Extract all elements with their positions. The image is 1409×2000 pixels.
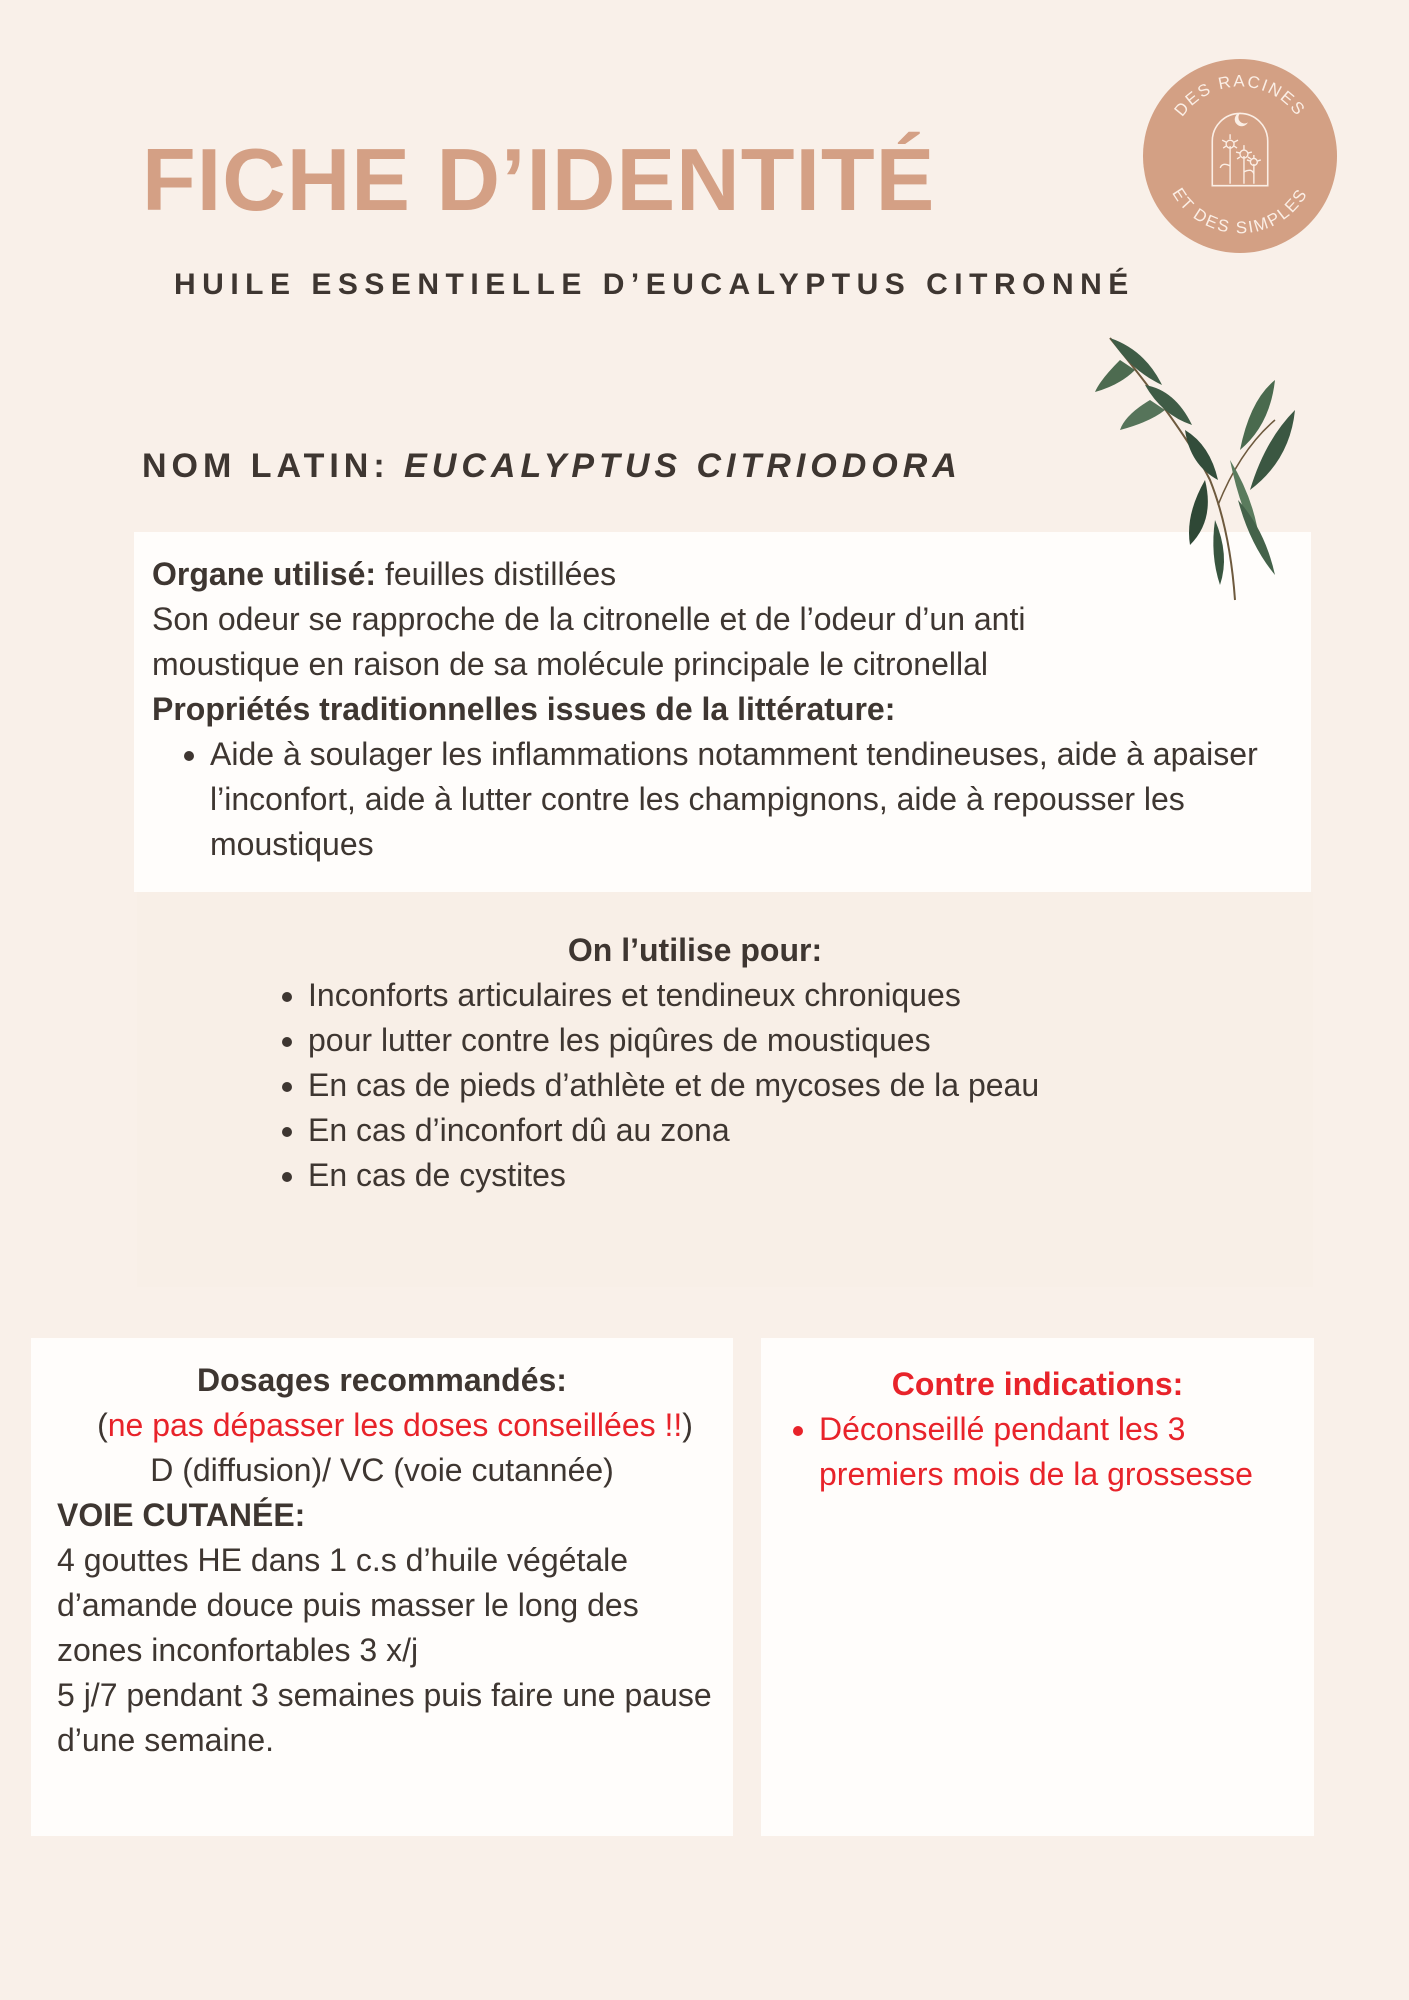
list-item: • pour lutter contre les piqûres de moustiques (308, 1018, 1313, 1063)
dosage-instructions: 4 gouttes HE dans 1 c.s d’huile végétale d’amande douce puis masser le long des zones inconfortables 3 x/j (57, 1542, 639, 1668)
contra-title: Contre indications: (891, 1366, 1184, 1402)
dosage-card (31, 1338, 733, 1836)
latin-name (142, 447, 962, 486)
eucalyptus-branch-icon (1090, 330, 1320, 610)
organ-label: Organe utilisé: (152, 556, 377, 592)
organ-value: feuilles distillées (376, 556, 617, 592)
traditional-list (152, 732, 1291, 867)
list-item: • En cas d’inconfort dû au zona (308, 1108, 1313, 1153)
route-label: VOIE CUTANÉE: (57, 1497, 306, 1533)
usage-card (137, 892, 1313, 1287)
latin-label: NOM LATIN: (142, 447, 405, 485)
usage-title: On l’utilise pour: (567, 932, 823, 968)
contra-list (761, 1407, 1314, 1497)
traditional-label: Propriétés traditionnelles issues de la littérature: (152, 691, 896, 727)
list-item: • Aide à soulager les inflammations notamment tendineuses, aide à apaiser l’inconfort, aide à lutter contre les champignons, aide à repousser les moustiques (210, 732, 1291, 867)
odor-text: Son odeur se rapproche de la citronelle et de l’odeur d’un anti moustique en raison de sa molécule principale le citronellal (152, 601, 1026, 682)
list-item: • Déconseillé pendant les 3 premiers mois de la grossesse (819, 1407, 1274, 1497)
dosage-warning: (ne pas dépasser les doses conseillées !!) (97, 1407, 693, 1443)
brand-logo (1141, 57, 1339, 255)
list-item: • En cas de pieds d’athlète et de mycoses de la peau (308, 1063, 1313, 1108)
logo-top-text: DES RACINES (1170, 71, 1310, 120)
list-item: • Inconforts articulaires et tendineux chroniques (308, 973, 1313, 1018)
list-item: • En cas de cystites (308, 1153, 1313, 1198)
page-title: FICHE D’IDENTITÉ (142, 130, 936, 229)
dosage-legend: D (diffusion)/ VC (voie cutannée) (150, 1452, 614, 1488)
usage-list (137, 973, 1313, 1198)
page-subtitle: HUILE ESSENTIELLE D’EUCALYPTUS CITRONNÉ (174, 268, 1135, 301)
dosage-title: Dosages recommandés: (197, 1362, 567, 1398)
logo-bottom-text: ET DES SIMPLES (1168, 184, 1312, 238)
contra-card (761, 1338, 1314, 1836)
dosage-duration: 5 j/7 pendant 3 semaines puis faire une pause d’une semaine. (57, 1677, 712, 1758)
latin-value: EUCALYPTUS CITRIODORA (404, 447, 962, 485)
